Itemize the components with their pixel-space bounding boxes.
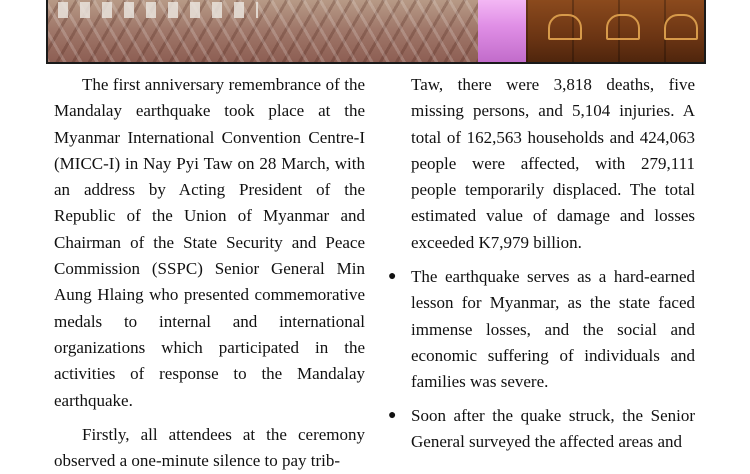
ceremony-photo — [46, 0, 706, 64]
stage-light — [478, 0, 526, 64]
paragraph: The first anniversary remembrance of the Mandalay earthquake took place at the Myanmar International Convention Centre-I (MICC-I) in Nay Pyi Taw on 28 March, with an address by Acting President of the Republic of the Union of Myanmar and Chairman of the State Security and Peace Commission (SSPC) Senior General Min Aung Hlaing who presented commemorative medals to internal and international organizations which participated in the activities of response to the Mandalay earthquake. — [54, 75, 365, 410]
list-item-text: The earthquake serves as a hard-earned lesson for Myanmar, as the state faced immense losses, and the social and economic suffering of individuals and families was severe. — [411, 267, 695, 392]
right-column — [384, 72, 695, 462]
carving-ornament — [664, 14, 698, 40]
left-column — [54, 72, 365, 474]
list-item — [384, 264, 695, 395]
bullet-icon: ● — [388, 407, 397, 423]
paragraph: Firstly, all attendees at the ceremony observed a one-minute silence to pay trib- — [54, 424, 365, 471]
list-item — [384, 403, 695, 456]
carving-ornament — [548, 14, 582, 40]
carved-wood-panel — [526, 0, 706, 64]
bullet-icon: ● — [388, 269, 397, 285]
paragraph-continuation: Taw, there were 3,818 deaths, five missing persons, and 5,104 injuries. A total of 162,563 households and 424,063 people were affected, with 279,111 people temporarily displaced. The total estimated value of damage and losses exceeded K7,979 billion. — [411, 75, 695, 252]
carving-ornament — [606, 14, 640, 40]
hall-chairs — [58, 2, 258, 18]
list-item-text: Soon after the quake struck, the Senior General surveyed the affected areas and — [411, 405, 695, 451]
bullet-list — [384, 264, 695, 455]
